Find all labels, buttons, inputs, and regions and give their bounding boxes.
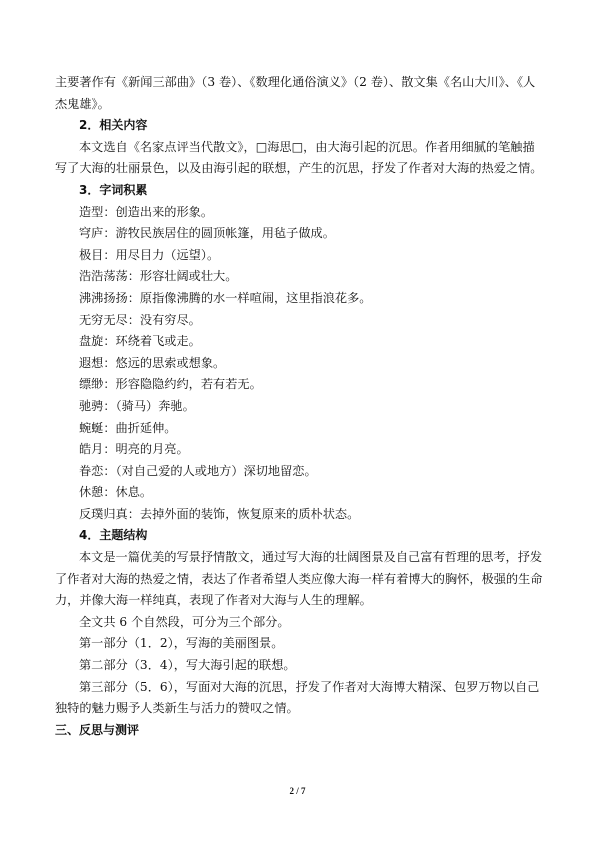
vocab-item: 眷恋：（对自己爱的人或地方）深切地留恋。 [79,463,317,478]
section-heading-reflection: 三、反思与测评 [55,722,140,737]
vocab-item: 缥缈：形容隐隐约约，若有若无。 [79,377,262,392]
theme-paragraph: 本文是一篇优美的写景抒情散文，通过写大海的壮阔图景及自己富有哲理的思考，抒发了作者对大海的热爱之情，表达了作者希望人类应像大海一样有着博大的胸怀，极强的生命力，并像大海一样纯真，表现了作者对大海与人生的理解。 [55,550,543,608]
section-heading-vocabulary: 3．字词积累 [79,182,148,197]
structure-part: 第三部分（5．6），写面对大海的沉思，抒发了作者对大海博大精深、包罗万物以自己独特的魅力赐予人类新生与活力的赞叹之情。 [55,679,540,716]
related-content-paragraph: 本文选自《名家点评当代散文》，□海思□，由大海引起的沉思。作者用细腻的笔触描写了大海的壮丽景色，以及由海引起的联想，产生的沉思，抒发了作者对大海的热爱之情。 [55,139,543,176]
vocab-item: 无穷无尽：没有穷尽。 [79,312,201,327]
structure-part: 第一部分（1．2），写海的美丽图景。 [79,636,284,651]
vocab-item: 穹庐：游牧民族居住的圆顶帐篷，用毡子做成。 [79,226,335,241]
structure-part: 第二部分（3．4），写大海引起的联想。 [79,658,296,673]
section-heading-related: 2．相关内容 [79,118,148,133]
vocab-item: 皓月：明亮的月亮。 [79,442,189,457]
vocab-item: 沸沸扬扬：原指像沸腾的水一样喧闹，这里指浪花多。 [79,290,372,305]
vocab-item: 浩浩荡荡：形容壮阔或壮大。 [79,269,238,284]
vocab-item: 极目：用尽目力（远望）。 [79,247,220,262]
works-paragraph: 主要著作有《新闻三部曲》（3 卷）、《数理化通俗演义》（2 卷）、散文集《名山大川》、《人杰鬼雄》。 [55,75,536,111]
vocab-item: 遐想：悠远的思索或想象。 [79,355,226,370]
vocab-item: 反璞归真：去掉外面的装饰，恢复原来的质朴状态。 [79,506,360,521]
structure-paragraph: 全文共 6 个自然段，可分为三个部分。 [79,614,290,629]
page-number: 2 / 7 [289,786,306,796]
vocab-item: 蜿蜒：曲折延伸。 [79,420,177,435]
vocab-item: 休憩：休息。 [79,485,153,500]
vocab-item: 驰骋：（骑马）奔驰。 [79,398,195,413]
section-heading-theme: 4．主题结构 [79,528,148,543]
vocab-item: 造型：创造出来的形象。 [79,204,214,219]
vocab-item: 盘旋：环绕着飞或走。 [79,334,201,349]
page-content [55,72,543,741]
